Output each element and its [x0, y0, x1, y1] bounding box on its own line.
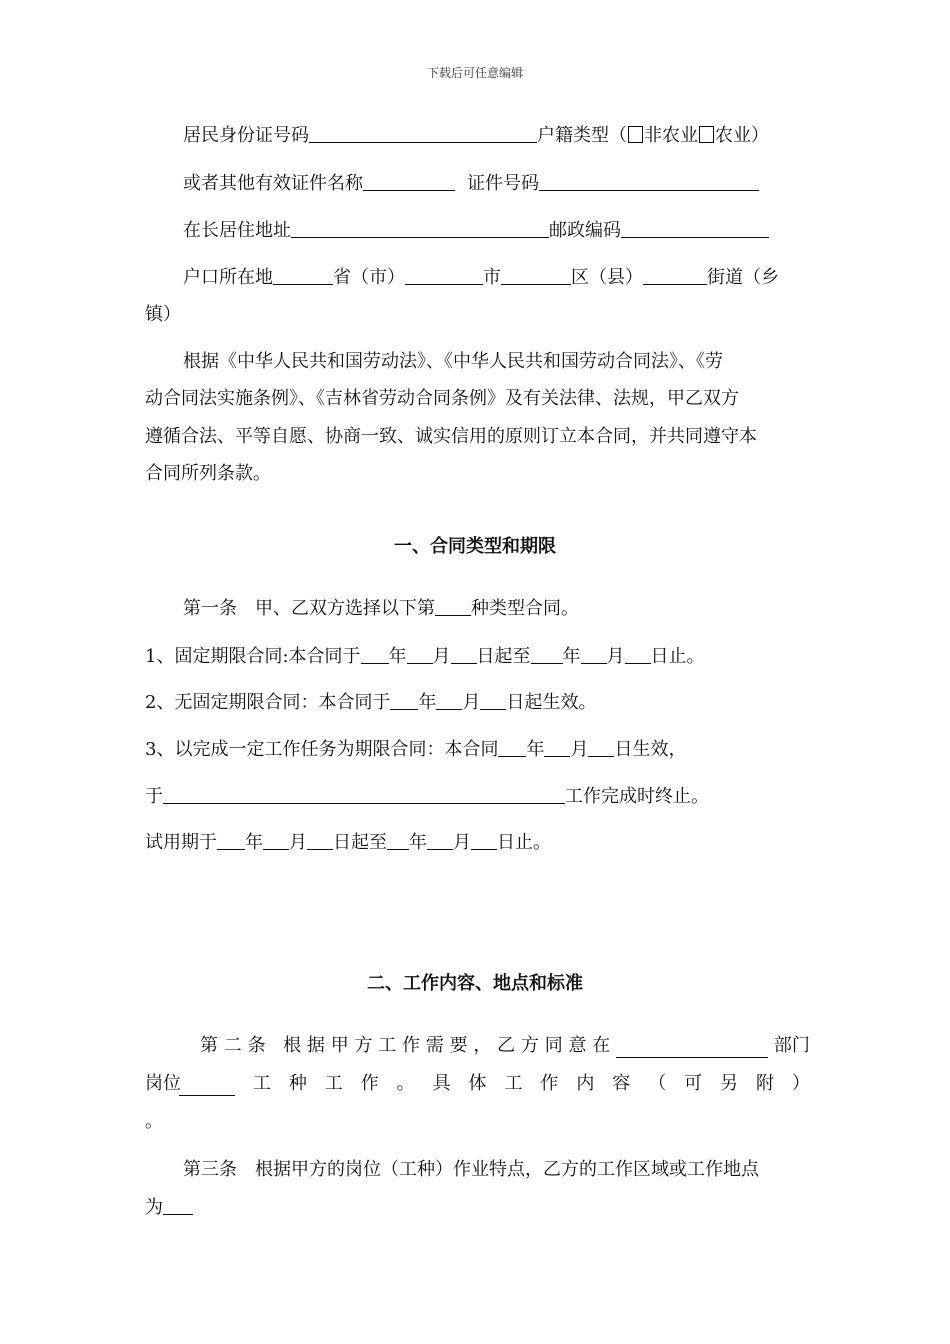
post-blank[interactable] — [179, 1077, 235, 1096]
art2-char: 二 — [223, 1035, 242, 1056]
art2-char: 同 — [544, 1035, 563, 1056]
year-label: 年 — [418, 692, 437, 713]
address-line — [145, 219, 810, 243]
doc-number-blank[interactable] — [539, 172, 759, 191]
agri-checkbox-icon[interactable] — [699, 126, 714, 143]
year-label: 年 — [388, 646, 407, 667]
opt3-month-blank[interactable] — [544, 738, 570, 757]
postal-blank[interactable] — [621, 219, 769, 238]
art2-char: 方 — [520, 1035, 539, 1056]
opt1-start-year-blank[interactable] — [361, 645, 389, 664]
year-label: 年 — [562, 646, 581, 667]
opt1-end-year-blank[interactable] — [531, 645, 563, 664]
opt2-year-blank[interactable] — [390, 691, 418, 710]
art2-char: 根 — [283, 1035, 302, 1056]
other-doc-label: 或者其他有效证件名称 — [183, 173, 363, 194]
month-label: 月 — [462, 692, 481, 713]
art2-char: 附 — [756, 1073, 774, 1094]
page-header: 下载后可任意编辑 — [426, 66, 523, 80]
agri-label: 农业 — [715, 125, 751, 146]
option3-line — [145, 738, 810, 762]
close-paren: ） — [751, 125, 769, 146]
art2-char: 甲 — [330, 1035, 349, 1056]
year-label: 年 — [526, 739, 545, 760]
street-label: 街道（乡 — [707, 267, 779, 288]
post-label: 岗位 — [145, 1073, 181, 1094]
hukou-location-label: 户口所在地 — [183, 267, 273, 288]
article2-line-3: 。 — [145, 1111, 163, 1132]
opt3-year-blank[interactable] — [498, 738, 526, 757]
art3-wei-label: 为 — [145, 1197, 163, 1218]
art2-char: 工 — [378, 1035, 397, 1056]
province-label: 省（市） — [333, 267, 405, 288]
province-blank[interactable] — [273, 266, 333, 285]
town-line: 镇） — [145, 304, 181, 325]
id-number-blank[interactable] — [309, 124, 537, 143]
art2-char: 工 — [252, 1073, 271, 1094]
city-blank[interactable] — [405, 266, 483, 285]
option1-label: 1、固定期限合同:本合同于 — [145, 646, 361, 667]
address-label: 在长居住地址 — [183, 220, 291, 241]
option2-line — [145, 691, 810, 715]
intro-line-3: 遵循合法、平等自愿、协商一致、诚实信用的原则订立本合同，并共同遵守本 — [145, 426, 757, 447]
intro-line-2: 动合同法实施条例》、《吉林省劳动合同条例》及有关法律、法规，甲乙双方 — [145, 388, 739, 409]
art2-char: 作 — [360, 1073, 379, 1094]
option3-cont-line — [145, 785, 810, 809]
art2-char: 需 — [425, 1035, 444, 1056]
art2-char: 作 — [540, 1073, 559, 1094]
month-label: 月 — [432, 646, 451, 667]
year-label: 年 — [409, 832, 427, 853]
art2-char: 种 — [288, 1073, 307, 1094]
year-label: 年 — [245, 832, 263, 853]
opt1-end-month-blank[interactable] — [581, 645, 607, 664]
section1-title: 一、合同类型和期限 — [394, 536, 556, 557]
intro-line-4: 合同所列条款。 — [145, 463, 271, 484]
task-blank[interactable] — [163, 785, 565, 804]
day-effect-label: 日起生效。 — [506, 692, 597, 713]
contract-type-blank[interactable] — [435, 597, 471, 616]
yu-label: 于 — [145, 786, 163, 807]
art2-char: 在 — [592, 1035, 611, 1056]
article3-line-1: 第三条 根据甲方的岗位（工种）作业特点，乙方的工作区域或工作地点 — [183, 1159, 759, 1180]
non-agri-label: 非农业 — [644, 125, 698, 146]
opt1-end-day-blank[interactable] — [625, 645, 651, 664]
month-label: 月 — [570, 739, 589, 760]
article2-line-1 — [145, 1034, 810, 1058]
section2-title: 二、工作内容、地点和标准 — [367, 973, 583, 994]
hukou-location-line — [145, 266, 810, 290]
postal-label: 邮政编码 — [549, 220, 621, 241]
option2-label: 2、无固定期限合同：本合同于 — [145, 692, 391, 713]
article1-text: 第一条 甲、乙双方选择以下第 — [183, 598, 435, 619]
prob-start-year-blank[interactable] — [217, 831, 245, 850]
art2-char: 乙 — [497, 1035, 516, 1056]
district-label: 区（县） — [571, 267, 643, 288]
prob-start-day-blank[interactable] — [307, 831, 333, 850]
probation-label: 试用期于 — [145, 832, 217, 853]
art2-char: 容 — [612, 1073, 631, 1094]
opt1-start-day-blank[interactable] — [451, 645, 477, 664]
art2-char: 另 — [720, 1073, 739, 1094]
doc-number-label: 证件号码 — [467, 173, 539, 194]
art2-char: 具 — [432, 1073, 451, 1094]
art2-char: 作 — [402, 1035, 421, 1056]
day-effect2-label: 日生效， — [614, 739, 687, 760]
district-blank[interactable] — [501, 266, 571, 285]
art2-char: 工 — [324, 1073, 343, 1094]
other-doc-blank[interactable] — [363, 172, 455, 191]
non-agri-checkbox-icon[interactable] — [628, 126, 643, 143]
art2-char: 据 — [306, 1035, 325, 1056]
day-end-label: 日止。 — [650, 646, 705, 667]
opt3-day-blank[interactable] — [588, 738, 614, 757]
month-label: 月 — [289, 832, 307, 853]
art2-char: （ — [648, 1073, 667, 1094]
month-label: 月 — [606, 646, 625, 667]
art2-char: 体 — [468, 1073, 487, 1094]
probation-line — [145, 831, 810, 855]
article1-line — [145, 597, 810, 621]
opt2-day-blank[interactable] — [480, 691, 506, 710]
work-done-label: 工作完成时终止。 — [565, 786, 709, 807]
opt1-start-month-blank[interactable] — [407, 645, 433, 664]
id-number-label: 居民身份证号码 — [183, 125, 309, 146]
department-blank[interactable] — [616, 1039, 768, 1058]
department-label: 部门 — [773, 1035, 810, 1056]
prob-end-day-blank[interactable] — [471, 831, 497, 850]
address-blank[interactable] — [291, 219, 549, 238]
city-label: 市 — [483, 267, 501, 288]
prob-start-month-blank[interactable] — [263, 831, 289, 850]
month-label: 月 — [453, 832, 471, 853]
article1-suffix: 种类型合同。 — [471, 598, 579, 619]
art2-char: ） — [791, 1073, 810, 1094]
art2-char: 。 — [396, 1073, 415, 1094]
other-doc-line — [145, 172, 810, 196]
intro-line-1: 根据《中华人民共和国劳动法》、《中华人民共和国劳动合同法》、《劳 — [183, 351, 723, 372]
id-number-line — [145, 124, 810, 148]
day-from-label: 日起至 — [476, 646, 531, 667]
prob-end-year-blank[interactable] — [387, 831, 409, 850]
art2-char: 条 — [247, 1035, 266, 1056]
art2-char: 可 — [684, 1073, 703, 1094]
street-blank[interactable] — [643, 266, 707, 285]
hukou-type-label: 户籍类型（ — [537, 125, 627, 146]
art2-char: 第 — [200, 1035, 218, 1056]
day-end-label: 日止。 — [497, 832, 551, 853]
art2-char: 工 — [504, 1073, 523, 1094]
art2-char: 意 — [568, 1035, 587, 1056]
option3-label: 3、以完成一定工作任务为期限合同：本合同 — [145, 739, 499, 760]
art2-char: ， — [473, 1035, 492, 1056]
day-from-label: 日起至 — [333, 832, 387, 853]
art2-char: 方 — [354, 1035, 373, 1056]
option1-line — [145, 645, 810, 669]
prob-end-month-blank[interactable] — [427, 831, 453, 850]
opt2-month-blank[interactable] — [436, 691, 462, 710]
article2-line-2 — [145, 1072, 810, 1096]
work-location-blank[interactable] — [163, 1196, 193, 1215]
article3-line-2 — [145, 1196, 810, 1220]
art2-char: 要 — [449, 1035, 468, 1056]
art2-char: 内 — [576, 1073, 595, 1094]
